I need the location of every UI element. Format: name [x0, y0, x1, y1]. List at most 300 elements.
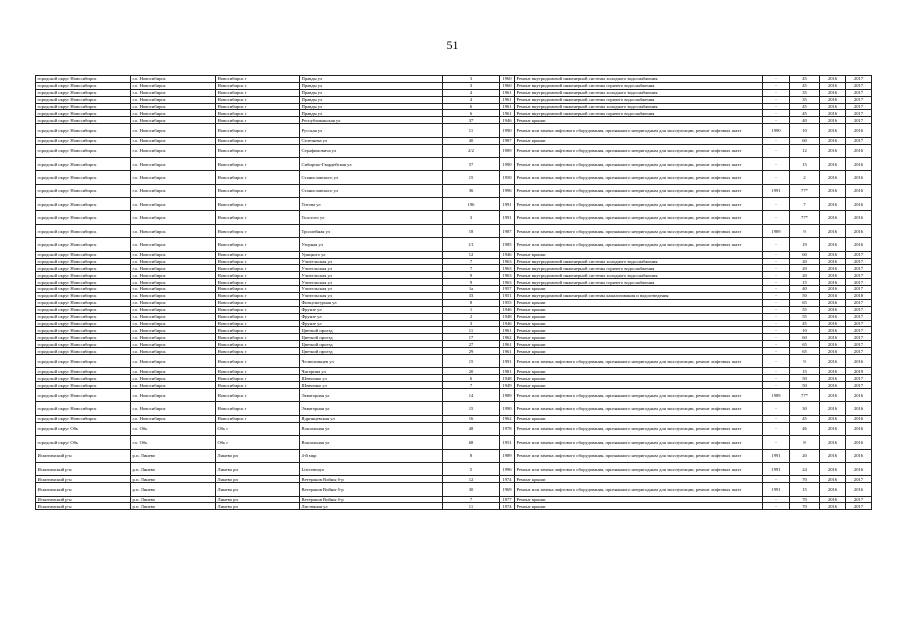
plan-start-cell: 2016: [820, 171, 846, 184]
build-year-cell: 1961: [500, 327, 515, 334]
residual-cell: 8: [790, 436, 820, 449]
street-cell: Цветной проезд: [300, 341, 443, 348]
municipality-cell: р.п. Линево: [131, 483, 216, 496]
residual-cell: 24: [790, 462, 820, 475]
house-number-cell: 48: [443, 422, 500, 435]
work-type-cell: Ремонт крыши: [515, 503, 763, 510]
street-cell: Цветной проезд: [300, 348, 443, 355]
table-row: [36, 89, 872, 96]
modernization-year-cell: -: [763, 258, 790, 265]
plan-start-cell: 2016: [820, 184, 846, 197]
street-cell: Серафимовича ул: [300, 144, 443, 157]
region-cell: городской округ Новосибирск: [36, 258, 131, 265]
table-row: [36, 483, 872, 496]
table-row: [36, 117, 872, 124]
region-cell: городской округ Новосибирск: [36, 76, 131, 83]
work-type-cell: Ремонт или замена лифтового оборудования, признанного непригодным для эксплуатации, ремонт лифтовых шахт: [515, 422, 763, 435]
residual-cell: 50: [790, 382, 820, 389]
work-type-cell: Ремонт крыши: [515, 117, 763, 124]
residual-cell: 60: [790, 334, 820, 341]
plan-start-cell: 2016: [820, 110, 846, 117]
plan-start-cell: 2016: [820, 224, 846, 237]
region-cell: городской округ Новосибирск: [36, 82, 131, 89]
house-number-cell: 11: [443, 327, 500, 334]
plan-start-cell: 2016: [820, 382, 846, 389]
work-type-cell: Ремонт крыши: [515, 476, 763, 483]
street-cell: Физкультурная ул: [300, 299, 443, 306]
table-row: [36, 265, 872, 272]
residual-cell: 45: [790, 415, 820, 422]
plan-end-cell: 2016: [846, 124, 872, 137]
house-number-cell: 4: [443, 89, 500, 96]
region-cell: городской округ Новосибирск: [36, 299, 131, 306]
residual-cell: 2: [790, 171, 820, 184]
street-cell: Челюскинцев ул: [300, 355, 443, 368]
house-number-cell: 7: [443, 265, 500, 272]
table-row: [36, 76, 872, 83]
modernization-year-cell: -: [763, 402, 790, 415]
modernization-year-cell: 1991: [763, 462, 790, 475]
locality-cell: Новосибирск г: [216, 89, 300, 96]
municipality-cell: г.о. Новосибирск: [131, 299, 216, 306]
municipality-cell: г.о. Обь: [131, 436, 216, 449]
region-cell: городской округ Новосибирск: [36, 89, 131, 96]
build-year-cell: 1985: [500, 238, 515, 251]
work-type-cell: Ремонт внутридомовой инженерной системы горячего водоснабжения: [515, 279, 763, 286]
plan-start-cell: 2016: [820, 449, 846, 462]
build-year-cell: 1963: [500, 265, 515, 272]
residual-cell: 15: [790, 157, 820, 170]
modernization-year-cell: -: [763, 436, 790, 449]
region-cell: Искитимский р-н: [36, 462, 131, 475]
plan-start-cell: 2016: [820, 341, 846, 348]
municipality-cell: г.о. Новосибирск: [131, 327, 216, 334]
street-cell: Вокзальная ул: [300, 422, 443, 435]
residual-cell: 65: [790, 299, 820, 306]
street-cell: Ветеранов Войны б-р: [300, 483, 443, 496]
work-type-cell: Ремонт или замена лифтового оборудования, признанного непригодным для эксплуатации, ремонт лифтовых шахт: [515, 436, 763, 449]
street-cell: Listvennaya: [300, 462, 443, 475]
modernization-year-cell: -: [763, 503, 790, 510]
build-year-cell: 1946: [500, 320, 515, 327]
region-cell: городской округ Новосибирск: [36, 117, 131, 124]
municipality-cell: р.п. Линево: [131, 462, 216, 475]
plan-end-cell: 2017: [846, 299, 872, 306]
table-row: [36, 327, 872, 334]
work-type-cell: Ремонт крыши: [515, 251, 763, 258]
work-type-cell: Ремонт или замена лифтового оборудования, признанного непригодным для эксплуатации, ремонт лифтовых шахт: [515, 224, 763, 237]
table-row: [36, 137, 872, 144]
work-type-cell: Ремонт крыши: [515, 306, 763, 313]
locality-cell: Новосибирск г: [216, 157, 300, 170]
street-cell: Селезнева ул: [300, 137, 443, 144]
locality-cell: Новосибирск г: [216, 286, 300, 293]
table-row: [36, 110, 872, 117]
work-type-cell: Ремонт или замена лифтового оборудования, признанного непригодным для эксплуатации, ремонт лифтовых шахт: [515, 157, 763, 170]
work-type-cell: Ремонт внутридомовой инженерной системы холодного водоснабжения: [515, 89, 763, 96]
locality-cell: Новосибирск г: [216, 368, 300, 375]
locality-cell: Новосибирск г: [216, 375, 300, 382]
modernization-year-cell: -: [763, 286, 790, 293]
plan-end-cell: 2017: [846, 96, 872, 103]
locality-cell: Линево рп: [216, 462, 300, 475]
residual-cell: 45: [790, 103, 820, 110]
region-cell: городской округ Новосибирск: [36, 355, 131, 368]
plan-end-cell: 2017: [846, 341, 872, 348]
municipality-cell: г.о. Новосибирск: [131, 320, 216, 327]
plan-start-cell: 2016: [820, 334, 846, 341]
street-cell: Учительская ул: [300, 286, 443, 293]
table-row: [36, 375, 872, 382]
build-year-cell: 1989: [500, 144, 515, 157]
street-cell: Цветной проезд: [300, 327, 443, 334]
work-type-cell: Ремонт крыши: [515, 320, 763, 327]
build-year-cell: 1963: [500, 279, 515, 286]
plan-end-cell: 2017: [846, 382, 872, 389]
build-year-cell: 1990: [500, 157, 515, 170]
table-row: [36, 272, 872, 279]
plan-end-cell: 2016: [846, 198, 872, 211]
street-cell: Титова ул: [300, 198, 443, 211]
street-cell: Учительская ул: [300, 272, 443, 279]
table-body: [36, 76, 872, 510]
plan-end-cell: 2016: [846, 144, 872, 157]
table-row: [36, 198, 872, 211]
residual-cell: 15: [790, 279, 820, 286]
work-type-cell: Ремонт крыши: [515, 375, 763, 382]
region-cell: городской округ Новосибирск: [36, 238, 131, 251]
plan-end-cell: 2016: [846, 157, 872, 170]
municipality-cell: г.о. Новосибирск: [131, 292, 216, 299]
residual-cell: 9: [790, 355, 820, 368]
plan-end-cell: 2016: [846, 415, 872, 422]
house-number-cell: 17: [443, 334, 500, 341]
municipality-cell: г.о. Новосибирск: [131, 382, 216, 389]
municipality-cell: г.о. Новосибирск: [131, 306, 216, 313]
street-cell: Экваторная ул: [300, 402, 443, 415]
plan-end-cell: 2017: [846, 272, 872, 279]
house-number-cell: 3: [443, 76, 500, 83]
work-type-cell: Ремонт крыши: [515, 368, 763, 375]
plan-end-cell: 2016: [846, 238, 872, 251]
plan-end-cell: 2016: [846, 483, 872, 496]
house-number-cell: 36: [443, 184, 500, 197]
house-number-cell: 7: [443, 258, 500, 265]
work-type-cell: Ремонт или замена лифтового оборудования, признанного непригодным для эксплуатации, ремонт лифтовых шахт: [515, 124, 763, 137]
plan-end-cell: 2016: [846, 355, 872, 368]
locality-cell: Новосибирск г: [216, 402, 300, 415]
build-year-cell: 1987: [500, 224, 515, 237]
house-number-cell: 18: [443, 224, 500, 237]
plan-start-cell: 2016: [820, 103, 846, 110]
municipality-cell: р.п. Линево: [131, 449, 216, 462]
build-year-cell: 1946: [500, 251, 515, 258]
locality-cell: Новосибирск г: [216, 313, 300, 320]
street-cell: Толстого ул: [300, 211, 443, 224]
residual-cell: 12: [790, 144, 820, 157]
house-number-cell: 6: [443, 110, 500, 117]
house-number-cell: 15: [443, 402, 500, 415]
plan-start-cell: 2016: [820, 436, 846, 449]
municipality-cell: г.о. Новосибирск: [131, 82, 216, 89]
table-row: [36, 462, 872, 475]
residual-cell: 15: [790, 368, 820, 375]
modernization-year-cell: -: [763, 82, 790, 89]
street-cell: Урицкого ул: [300, 251, 443, 258]
region-cell: городской округ Новосибирск: [36, 103, 131, 110]
work-type-cell: Ремонт или замена лифтового оборудования, признанного непригодным для эксплуатации, ремонт лифтовых шахт: [515, 355, 763, 368]
locality-cell: Обь г: [216, 422, 300, 435]
region-cell: городской округ Новосибирск: [36, 110, 131, 117]
work-type-cell: Ремонт или замена лифтового оборудования, признанного непригодным для эксплуатации, ремонт лифтовых шахт: [515, 402, 763, 415]
table-row: [36, 355, 872, 368]
house-number-cell: 68: [443, 436, 500, 449]
table-row: [36, 292, 872, 299]
street-cell: Листвяная ул: [300, 503, 443, 510]
modernization-year-cell: -: [763, 496, 790, 503]
street-cell: Учительская ул: [300, 279, 443, 286]
work-type-cell: Ремонт или замена лифтового оборудования, признанного непригодным для эксплуатации, ремонт лифтовых шахт: [515, 389, 763, 402]
locality-cell: Новосибирск г: [216, 355, 300, 368]
build-year-cell: 1957: [500, 286, 515, 293]
locality-cell: Новосибирск г: [216, 292, 300, 299]
modernization-year-cell: -: [763, 137, 790, 144]
house-number-cell: 27: [443, 341, 500, 348]
build-year-cell: 1989: [500, 389, 515, 402]
residual-cell: 46: [790, 422, 820, 435]
build-year-cell: 1987: [500, 137, 515, 144]
residual-cell: 30: [790, 402, 820, 415]
work-type-cell: Ремонт внутридомовой инженерной системы горячего водоснабжения: [515, 96, 763, 103]
plan-end-cell: 2017: [846, 279, 872, 286]
plan-start-cell: 2016: [820, 462, 846, 475]
build-year-cell: 1969: [500, 483, 515, 496]
street-cell: Ядринцевская ул: [300, 415, 443, 422]
modernization-year-cell: -: [763, 89, 790, 96]
plan-start-cell: 2016: [820, 320, 846, 327]
street-cell: Чигорина ул: [300, 368, 443, 375]
table-row: [36, 258, 872, 265]
street-cell: Русская ул: [300, 124, 443, 137]
plan-start-cell: 2016: [820, 415, 846, 422]
plan-end-cell: 2017: [846, 327, 872, 334]
house-number-cell: 1: [443, 306, 500, 313]
plan-end-cell: 2017: [846, 251, 872, 258]
plan-end-cell: 2016: [846, 224, 872, 237]
region-cell: городской округ Новосибирск: [36, 292, 131, 299]
plan-start-cell: 2016: [820, 137, 846, 144]
residual-cell: 65: [790, 341, 820, 348]
plan-start-cell: 2016: [820, 96, 846, 103]
table-row: [36, 503, 872, 510]
locality-cell: Новосибирск г: [216, 306, 300, 313]
locality-cell: Новосибирск г: [216, 171, 300, 184]
municipality-cell: г.о. Новосибирск: [131, 124, 216, 137]
street-cell: Фрунзе ул: [300, 306, 443, 313]
plan-start-cell: 2016: [820, 82, 846, 89]
work-type-cell: Ремонт или замена лифтового оборудования, признанного непригодным для эксплуатации, ремонт лифтовых шахт: [515, 462, 763, 475]
table-row: [36, 184, 872, 197]
plan-start-cell: 2016: [820, 483, 846, 496]
plan-end-cell: 2016: [846, 436, 872, 449]
plan-end-cell: 2017: [846, 375, 872, 382]
build-year-cell: 1996: [500, 462, 515, 475]
modernization-year-cell: -: [763, 368, 790, 375]
plan-start-cell: 2016: [820, 286, 846, 293]
region-cell: Искитимский р-н: [36, 476, 131, 483]
house-number-cell: 4: [443, 96, 500, 103]
work-type-cell: Ремонт крыши: [515, 341, 763, 348]
house-number-cell: 196: [443, 198, 500, 211]
plan-end-cell: 2017: [846, 110, 872, 117]
municipality-cell: г.о. Новосибирск: [131, 157, 216, 170]
table-row: [36, 476, 872, 483]
plan-start-cell: 2016: [820, 279, 846, 286]
region-cell: городской округ Новосибирск: [36, 415, 131, 422]
plan-end-cell: 2016: [846, 462, 872, 475]
table-row: [36, 496, 872, 503]
build-year-cell: 1955: [500, 299, 515, 306]
region-cell: городской округ Новосибирск: [36, 306, 131, 313]
residual-cell: 20: [790, 265, 820, 272]
work-type-cell: Ремонт крыши: [515, 334, 763, 341]
house-number-cell: 37: [443, 117, 500, 124]
municipality-cell: г.о. Новосибирск: [131, 415, 216, 422]
table-row: [36, 415, 872, 422]
street-cell: Экваторная ул: [300, 389, 443, 402]
residual-cell: 45: [790, 110, 820, 117]
locality-cell: Новосибирск г: [216, 279, 300, 286]
municipality-cell: г.о. Новосибирск: [131, 375, 216, 382]
region-cell: городской округ Новосибирск: [36, 211, 131, 224]
municipality-cell: г.о. Новосибирск: [131, 110, 216, 117]
locality-cell: Новосибирск г: [216, 117, 300, 124]
build-year-cell: 1990: [500, 124, 515, 137]
table-row: [36, 279, 872, 286]
build-year-cell: 1961: [500, 96, 515, 103]
work-type-cell: Ремонт крыши: [515, 415, 763, 422]
municipality-cell: г.о. Новосибирск: [131, 279, 216, 286]
work-type-cell: Ремонт крыши: [515, 496, 763, 503]
locality-cell: Новосибирск г: [216, 382, 300, 389]
residual-cell: 50: [790, 375, 820, 382]
residual-cell: 77*: [790, 211, 820, 224]
modernization-year-cell: -: [763, 157, 790, 170]
plan-end-cell: 2017: [846, 103, 872, 110]
plan-end-cell: 2017: [846, 306, 872, 313]
table-row: [36, 436, 872, 449]
work-type-cell: Ремонт или замена лифтового оборудования, признанного непригодным для эксплуатации, ремонт лифтовых шахт: [515, 211, 763, 224]
page-number: 51: [446, 38, 459, 52]
street-cell: Станиславского ул: [300, 171, 443, 184]
build-year-cell: 1950: [500, 171, 515, 184]
house-number-cell: 6: [443, 103, 500, 110]
modernization-year-cell: -: [763, 476, 790, 483]
house-number-cell: 12: [443, 476, 500, 483]
table-row: [36, 238, 872, 251]
table-row: [36, 368, 872, 375]
modernization-year-cell: -: [763, 238, 790, 251]
region-cell: городской округ Новосибирск: [36, 251, 131, 258]
municipality-cell: г.о. Новосибирск: [131, 211, 216, 224]
build-year-cell: 1961: [500, 89, 515, 96]
residual-cell: 70: [790, 496, 820, 503]
table-row: [36, 389, 872, 402]
plan-start-cell: 2016: [820, 299, 846, 306]
plan-start-cell: 2016: [820, 422, 846, 435]
street-cell: Ветеранов Войны б-р: [300, 496, 443, 503]
plan-end-cell: 2017: [846, 258, 872, 265]
municipality-cell: р.п. Линево: [131, 503, 216, 510]
table-row: [36, 103, 872, 110]
residual-cell: 20: [790, 272, 820, 279]
modernization-year-cell: -: [763, 327, 790, 334]
residual-cell: 19: [790, 238, 820, 251]
municipality-cell: г.о. Новосибирск: [131, 368, 216, 375]
plan-start-cell: 2016: [820, 89, 846, 96]
build-year-cell: 1961: [500, 103, 515, 110]
plan-start-cell: 2016: [820, 402, 846, 415]
municipality-cell: р.п. Линево: [131, 476, 216, 483]
plan-start-cell: 2016: [820, 76, 846, 83]
modernization-year-cell: -: [763, 320, 790, 327]
locality-cell: Линево рп: [216, 483, 300, 496]
region-cell: городской округ Новосибирск: [36, 334, 131, 341]
work-type-cell: Ремонт крыши: [515, 137, 763, 144]
work-type-cell: Ремонт крыши: [515, 313, 763, 320]
house-number-cell: 1а: [443, 286, 500, 293]
region-cell: городской округ Новосибирск: [36, 137, 131, 144]
region-cell: Искитимский р-н: [36, 503, 131, 510]
modernization-year-cell: -: [763, 299, 790, 306]
work-type-cell: Ремонт внутридомовой инженерной системы холодного водоснабжения: [515, 103, 763, 110]
region-cell: городской округ Новосибирск: [36, 382, 131, 389]
plan-start-cell: 2016: [820, 117, 846, 124]
region-cell: городской округ Новосибирск: [36, 96, 131, 103]
street-cell: Правды ул: [300, 103, 443, 110]
plan-end-cell: 2016: [846, 402, 872, 415]
table-row: [36, 334, 872, 341]
plan-end-cell: 2017: [846, 320, 872, 327]
plan-start-cell: 2016: [820, 251, 846, 258]
locality-cell: Новосибирск г: [216, 144, 300, 157]
residual-cell: 40: [790, 117, 820, 124]
plan-start-cell: 2016: [820, 503, 846, 510]
municipality-cell: г.о. Новосибирск: [131, 184, 216, 197]
region-cell: городской округ Новосибирск: [36, 279, 131, 286]
region-cell: городской округ Обь: [36, 422, 131, 435]
street-cell: Республиканская ул: [300, 117, 443, 124]
modernization-year-cell: 1991: [763, 449, 790, 462]
build-year-cell: 1989: [500, 449, 515, 462]
plan-start-cell: 2016: [820, 476, 846, 483]
modernization-year-cell: 1991: [763, 483, 790, 496]
house-number-cell: 12: [443, 251, 500, 258]
table-row: [36, 422, 872, 435]
municipality-cell: г.о. Новосибирск: [131, 96, 216, 103]
work-type-cell: Ремонт внутридомовой инженерной системы горячего водоснабжения: [515, 110, 763, 117]
table-row: [36, 211, 872, 224]
house-number-cell: 11: [443, 124, 500, 137]
plan-start-cell: 2016: [820, 348, 846, 355]
build-year-cell: 1978: [500, 422, 515, 435]
municipality-cell: г.о. Новосибирск: [131, 334, 216, 341]
plan-start-cell: 2016: [820, 327, 846, 334]
region-cell: городской округ Новосибирск: [36, 124, 131, 137]
table-row: [36, 402, 872, 415]
work-type-cell: Ремонт или замена лифтового оборудования, признанного непригодным для эксплуатации, ремонт лифтовых шахт: [515, 483, 763, 496]
municipality-cell: г.о. Новосибирск: [131, 251, 216, 258]
